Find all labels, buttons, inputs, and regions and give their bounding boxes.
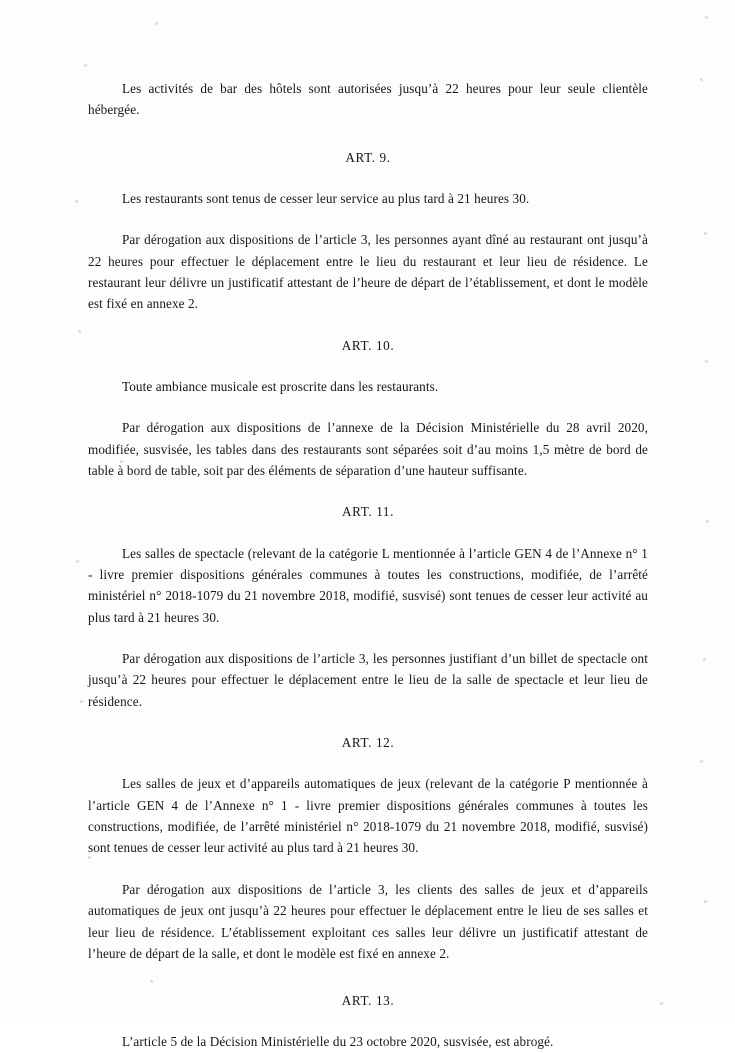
heading-art-10: ART. 10. [341,337,395,353]
scan-speck [700,760,703,763]
paragraph-ambiance-musicale: Toute ambiance musicale est proscrite dans les restaurants. [122,378,439,394]
paragraph-restaurants-service: Les restaurants sont tenus de cesser leur service au plus tard à 21 heures 30. [122,190,530,206]
heading-art-12: ART. 12. [341,735,395,751]
scan-speck [155,22,158,25]
heading-art-9: ART. 9. [345,149,391,165]
paragraph-derogation-clients-jeux: Par dérogation aux dispositions de l’article 3, les clients des salles de jeux et d’appareils automatiques de jeux ont jusqu’à 22 heures pour effectuer le déplacement entre le lieu de ses salles et leur lieu de résidence. L’établissement exploitant ces salles leur délivre un justificatif attestant de l’heure de départ de la salle, et dont le modèle est fixé en annexe 2. [88,881,648,961]
paragraph-salles-jeux: Les salles de jeux et d’appareils automatiques de jeux (relevant de la catégorie P mentionnée à l’article GEN 4 de l’Annexe n° 1 - livre premier dispositions générales communes à toutes les constructions, modifiée, de l’arrêté ministériel n° 2018-1079 du 21 novembre 2018, modifié, susvisé) sont tenues de cesser leur activité au plus tard à 21 heures 30. [88,776,648,856]
scan-speck [704,900,707,903]
paragraph-article-5-abroge: L’article 5 de la Décision Ministérielle du 23 octobre 2020, susvisée, est abrogé. [122,1034,554,1050]
paragraph-derogation-annexe-decision: Par dérogation aux dispositions de l’annexe de la Décision Ministérielle du 28 avril 2020, modifiée, susvisée, les tables dans des restaurants sont séparées soit d’au moins 1,5 mètre de bord de table à bord de table, soit par des éléments de séparation d’une hauteur suffisante. [88,420,648,478]
document-body [88,78,648,1053]
paragraph-derogation-art3-restaurant: Par dérogation aux dispositions de l’article 3, les personnes ayant dîné au restaurant ont jusqu’à 22 heures pour effectuer le déplacement entre le lieu du restaurant et leur lieu de résidence. Le restaurant leur délivre un justificatif attestant de l’heure de départ de l’établissement, et dont le modèle est fixé en annexe 2. [88,232,648,312]
scan-speck [703,658,706,661]
scan-speck [80,700,83,703]
scan-speck [78,330,81,333]
scan-speck [700,78,703,81]
paragraph-derogation-billet-spectacle: Par dérogation aux dispositions de l’article 3, les personnes justifiant d’un billet de spectacle ont jusqu’à 22 heures pour effectuer le déplacement entre le lieu de la salle de spectacle et leur lieu de résidence. [88,651,648,709]
heading-art-13: ART. 13. [341,993,395,1009]
scan-speck [705,360,708,363]
scan-speck [705,16,708,19]
scan-speck [706,520,709,523]
paragraph-bar-hotels: Les activités de bar des hôtels sont autorisées jusqu’à 22 heures pour leur seule clientèle hébergée. [88,81,648,118]
scan-speck [704,232,707,235]
scan-speck [660,1002,663,1005]
scan-speck [75,200,78,203]
heading-art-11: ART. 11. [342,504,394,520]
paragraph-salles-spectacle: Les salles de spectacle (relevant de la catégorie L mentionnée à l’article GEN 4 de l’Annexe n° 1 - livre premier dispositions générales communes à toutes les constructions, modifiée, de l’arrêté ministériel n° 2018-1079 du 21 novembre 2018, modifié, susvisé) sont tenues de cesser leur activité au plus tard à 21 heures 30. [88,545,648,625]
scan-speck [76,560,79,563]
scan-speck [84,64,87,67]
